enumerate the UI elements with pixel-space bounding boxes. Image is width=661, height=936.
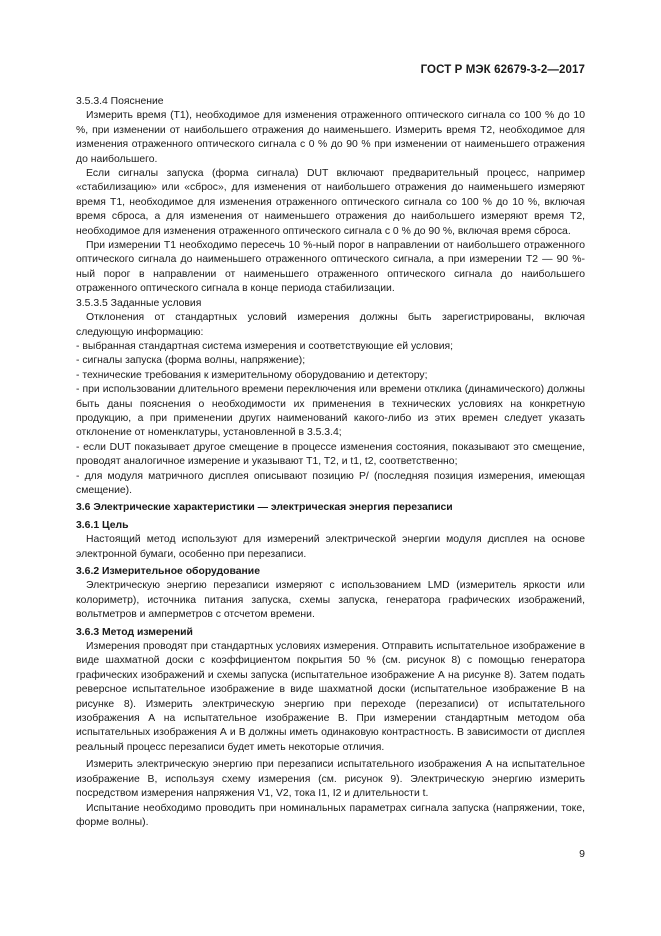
subsection-heading-3-5-3-5: 3.5.3.5 Заданные условия [76,297,202,309]
paragraph: Настоящий метод используют для измерений электрической энергии модуля дисплея на основе электронной бумаги, особенно при перезаписи. [76,534,585,560]
list-item: - выбранная стандартная система измерения и соответствующие ей условия; [76,340,454,352]
list-item: - технические требования к измерительному оборудованию и детектору; [76,369,428,381]
paragraph: Измерить электрическую энергию при перезаписи испытательного изображения А на испытательное изображение В, используя схему измерения (см. рисунок 9). Электрическую энергию измерить посредством измерения напряжения V1, V2, тока I1, I2 и длительности t. [76,759,585,800]
list-item: - для модуля матричного дисплея описывают позицию P/ (последняя позиция измерения, имеющая смещение). [76,470,585,496]
subsection-heading-3-6-3: 3.6.3 Метод измерений [76,626,193,638]
section-heading-3-6: 3.6 Электрические характеристики — электрическая энергия перезаписи [76,502,453,514]
paragraph: Испытание необходимо проводить при номинальных параметрах сигнала запуска (напряжении, токе, форме волны). [76,802,585,828]
document-body [76,95,585,830]
subsection-heading-3-5-3-4: 3.5.3.4 Пояснение [76,96,164,107]
paragraph: Отклонения от стандартных условий измерения должны быть зарегистрированы, включая следующую информацию: [76,312,585,338]
subsection-heading-3-6-1: 3.6.1 Цель [76,519,129,531]
list-item: - сигналы запуска (форма волны, напряжение); [76,355,306,367]
list-item: - если DUT показывает другое смещение в процессе изменения состояния, показывают это смещение, проводят аналогичное измерение и указывают T1, T2, и t1, t2, соответственно; [76,441,585,468]
page-number: 9 [579,848,585,860]
paragraph: Электрическую энергию перезаписи измеряют с использованием LMD (измеритель яркости или колориметр), источника питания запуска, схемы запуска, генератора графических изображений, вольтметров и амперметров с отсчетом времени. [76,580,585,621]
list-item: - при использовании длительного времени переключения или времени отклика (динамического) должны быть даны пояснения о необходимости их применения в технических условиях на конкретную продукцию, а при применении других наименований какого-либо из этих времен следует указать отклонение от номенклатуры, установленной в 3.5.3.4; [76,384,585,439]
paragraph: Измерить время (T1), необходимое для изменения отраженного оптического сигнала со 100 % до 10 %, при изменении от наибольшего отражения до наименьшего. Измерить время T2, необходимое для изменения отраженного оптического сигнала с 0 % до 90 % при изменении от наименьшего отражения до наибольшего. [76,110,585,165]
paragraph: Если сигналы запуска (форма сигнала) DUT включают предварительный процесс, например «стабилизацию» или «сброс», для изменения от наибольшего отражения до наименьшего измеряют время T1, необходимое для изменения отраженного оптического сигнала со 100 % до 10 %, включая время сброса, а для изменения от наименьшего отражения до наибольшего измеряют время T2, необходимое для изменения отраженного оптического сигнала с 0 % до 90 %, включая время сброса. [76,168,585,237]
document-header: ГОСТ Р МЭК 62679-3-2—2017 [420,64,585,76]
paragraph: При измерении T1 необходимо пересечь 10 %-ный порог в направлении от наибольшего отраженного оптического сигнала до наименьшего отраженного оптического сигнала, а при измерении T2 — 90 %-ный порог в направлении от наименьшего отраженного оптического сигнала до наибольшего отраженного оптического сигнала в конце периода стабилизации. [76,240,585,295]
paragraph: Измерения проводят при стандартных условиях измерения. Отправить испытательное изображение в виде шахматной доски с коэффициентом покрытия 50 % (см. рисунок 8) с помощью генератора графических изображений и схемы запуска (испытательное изображение А на рисунке 8). Затем подать реверсное испытательное изображение в виде шахматной доски (испытательное изображение В на рисунке 8). Измерить электрическую энергию при переходе (перезаписи) от испытательного изображения А на испытательное изображение В. При измерении стандартным методом оба испытательных изображения А и В должны иметь одинаковую контрастность. В зависимости от дисплея реальный процесс перезаписи будет иметь некоторые отличия. [76,641,585,753]
subsection-heading-3-6-2: 3.6.2 Измерительное оборудование [76,566,260,577]
